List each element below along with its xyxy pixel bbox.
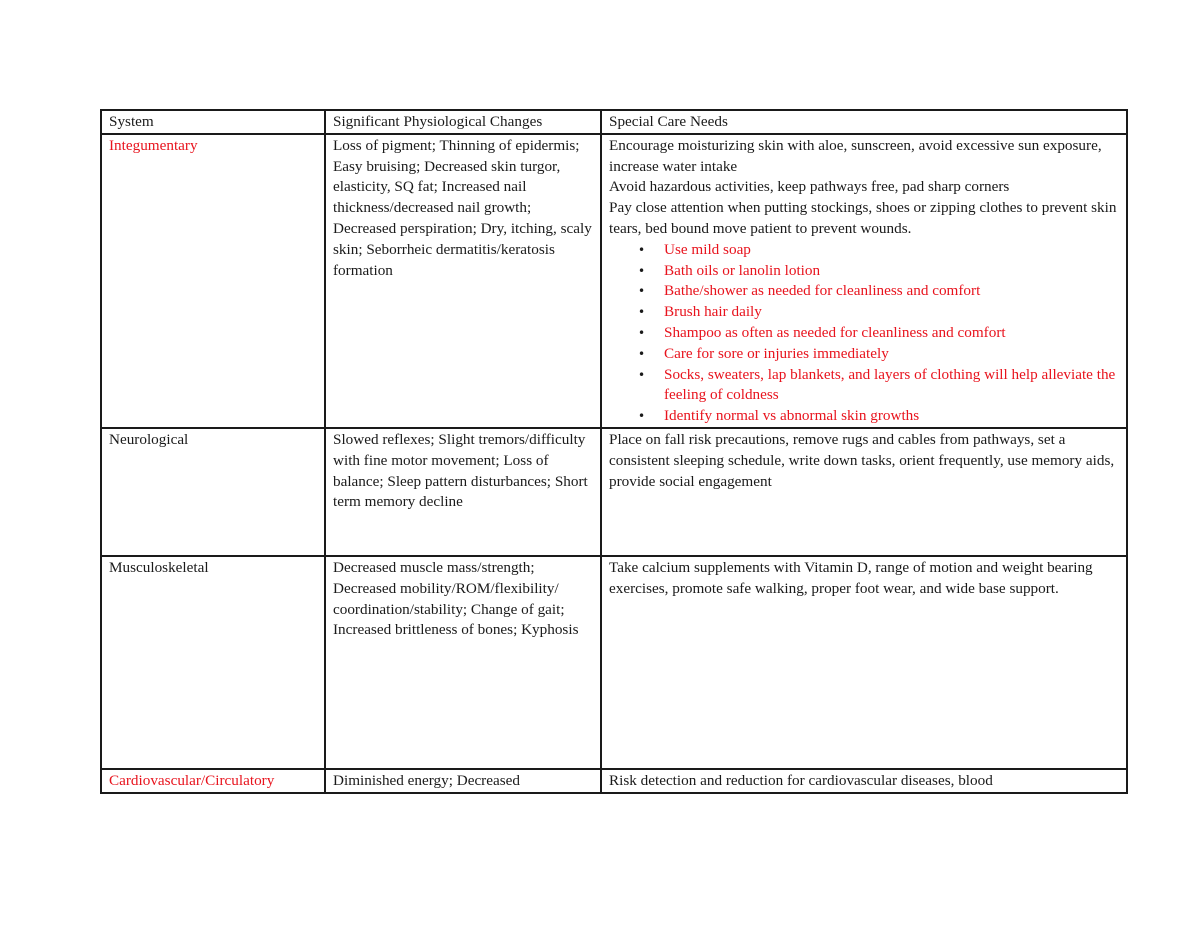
list-item-text: Care for sore or injuries immediately (664, 344, 889, 362)
list-item (638, 323, 1119, 344)
list-item-text: Bath oils or lanolin lotion (664, 261, 821, 279)
list-item (638, 344, 1119, 365)
system-cell: Neurological (101, 428, 325, 556)
system-cell: Integumentary (101, 134, 325, 428)
changes-cell: Decreased muscle mass/strength; Decreased mobility/ROM/flexibility/ coordination/stability; Change of gait; Increased brittleness of bones; Kyphosis (325, 556, 601, 769)
system-cell: Cardiovascular/Circulatory (101, 769, 325, 793)
header-changes: Significant Physiological Changes (325, 110, 601, 134)
bullet-icon: • (638, 367, 646, 382)
table-row-neurological (101, 428, 1127, 556)
changes-cell: Slowed reflexes; Slight tremors/difficulty with fine motor movement; Loss of balance; Sleep pattern disturbances; Short term memory decline (325, 428, 601, 556)
table-row-integumentary (101, 134, 1127, 428)
list-item-text: Use mild soap (664, 240, 751, 258)
care-cell: Take calcium supplements with Vitamin D, range of motion and weight bearing exercises, promote safe walking, proper foot wear, and wide base support. (601, 556, 1127, 769)
changes-cell: Loss of pigment; Thinning of epidermis; Easy bruising; Decreased skin turgor, elasticity, SQ fat; Increased nail thickness/decreased nail growth; Decreased perspiration; Dry, itching, scaly skin; Seborrheic dermatitis/keratosis formation (325, 134, 601, 428)
care-cell: Risk detection and reduction for cardiovascular diseases, blood (601, 769, 1127, 793)
header-system: System (101, 110, 325, 134)
list-item (638, 365, 1119, 407)
bullet-icon: • (638, 346, 646, 361)
list-item-text: Shampoo as often as needed for cleanliness and comfort (664, 323, 1006, 341)
bullet-icon: • (638, 242, 646, 257)
table-header-row (101, 110, 1127, 134)
list-item-text: Identify normal vs abnormal skin growths (664, 407, 920, 425)
bullet-icon: • (638, 284, 646, 299)
list-item-text: Socks, sweaters, lap blankets, and layers of clothing will help alleviate the feeling of coldness (664, 365, 1116, 404)
changes-cell: Diminished energy; Decreased (325, 769, 601, 793)
list-item (638, 261, 1119, 282)
bullet-icon: • (638, 305, 646, 320)
list-item (638, 302, 1119, 323)
care-cell: Place on fall risk precautions, remove rugs and cables from pathways, set a consistent sleeping schedule, write down tasks, orient frequently, use memory aids, provide social engagement (601, 428, 1127, 556)
care-cell (601, 134, 1127, 428)
care-paragraph: Pay close attention when putting stockings, shoes or zipping clothes to prevent skin tears, bed bound move patient to prevent wounds. (609, 199, 1117, 237)
table-row-musculoskeletal (101, 556, 1127, 769)
list-item (638, 406, 1119, 427)
care-paragraph: Avoid hazardous activities, keep pathways free, pad sharp corners (609, 178, 1010, 196)
geriatric-care-table (100, 109, 1128, 794)
care-bullet-list (609, 240, 1119, 427)
list-item-text: Bathe/shower as needed for cleanliness and comfort (664, 282, 981, 300)
bullet-icon: • (638, 325, 646, 340)
care-paragraph: Encourage moisturizing skin with aloe, sunscreen, avoid excessive sun exposure, increase water intake (609, 136, 1102, 175)
table-row-cardiovascular (101, 769, 1127, 793)
system-cell: Musculoskeletal (101, 556, 325, 769)
bullet-icon: • (638, 409, 646, 424)
bullet-icon: • (638, 263, 646, 278)
header-care-needs: Special Care Needs (601, 110, 1127, 134)
list-item-text: Brush hair daily (664, 303, 762, 321)
list-item (638, 240, 1119, 261)
list-item (638, 281, 1119, 302)
